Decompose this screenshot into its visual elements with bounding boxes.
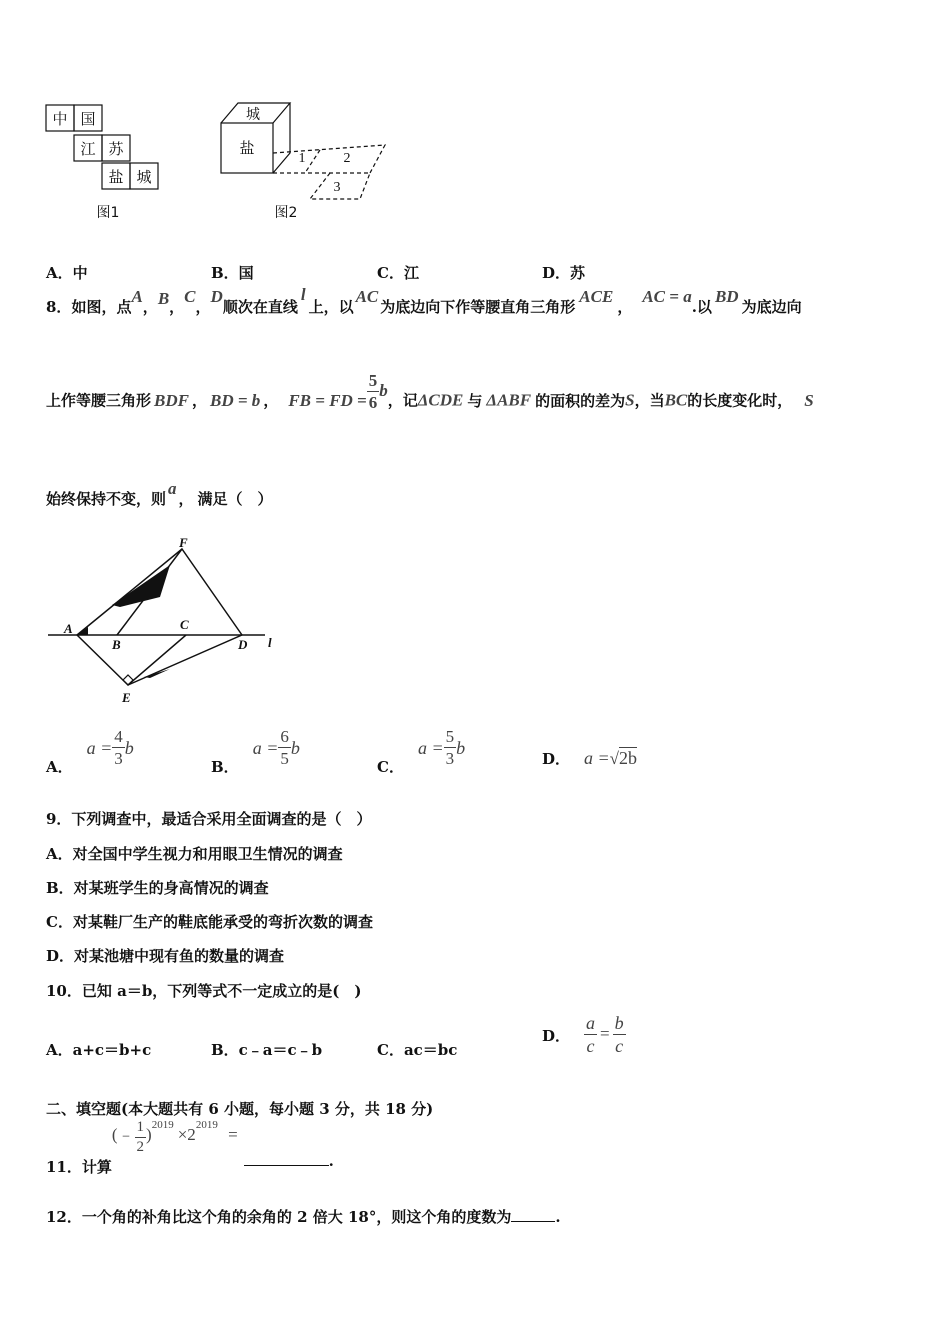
q7-option-d[interactable]: D．苏	[542, 264, 586, 282]
fraction-numerator: 1	[135, 1120, 147, 1138]
equals-sign: =	[600, 1024, 610, 1043]
q8-option-b[interactable]	[211, 722, 300, 776]
negative-paren: (﹣	[111, 1125, 135, 1144]
option-letter: C．	[377, 758, 404, 776]
q8-text: ，记	[387, 391, 418, 410]
fraction-denominator: 2	[136, 1139, 145, 1155]
comma: ，	[191, 391, 207, 410]
bd-var: BD	[714, 287, 739, 306]
s-var: S	[804, 390, 814, 410]
point-b-var: B	[157, 289, 170, 308]
bdf-var: BDF	[154, 390, 189, 410]
option-lhs: a =	[584, 748, 610, 768]
q9-option-b[interactable]: B．对某班学生的身高情况的调查	[46, 879, 269, 897]
line-l-var: l	[300, 285, 306, 304]
fraction-denominator: c	[615, 1036, 624, 1056]
ac-var: AC	[355, 287, 379, 306]
q8-text: 的长度变化时，	[687, 391, 793, 410]
q8-text: 与	[467, 391, 483, 410]
q8-text: .以	[691, 298, 712, 316]
fraction-5-6	[367, 372, 380, 411]
option-var: b	[124, 738, 134, 758]
exponent: 2019	[151, 1119, 174, 1131]
q8-text: 如图，点	[71, 298, 132, 316]
comma: ，	[617, 298, 633, 316]
shaded-region-bottom	[144, 669, 170, 678]
option-letter: A．	[46, 758, 73, 776]
option-lhs: a =	[417, 738, 444, 758]
equals-sign: =	[223, 1125, 238, 1144]
q9-option-d[interactable]: D．对某池塘中现有鱼的数量的调查	[46, 947, 285, 965]
cube-slot-1: 1	[298, 151, 306, 166]
net-cell-5: 盐	[108, 168, 124, 186]
q10-option-a[interactable]: A．a+c＝b+c	[46, 1041, 152, 1059]
fraction-denominator: 5	[280, 749, 289, 768]
q10-option-d[interactable]	[542, 1014, 626, 1055]
fraction-denominator: 6	[368, 393, 378, 412]
q8-text: 上，以	[308, 298, 354, 316]
q8-number: 8．	[46, 298, 72, 316]
option-letter: B．	[211, 758, 239, 776]
period: .	[328, 1152, 334, 1170]
q12	[46, 1206, 561, 1227]
q10-stem: 10．已知 a＝b，下列等式不一定成立的是( )	[46, 982, 362, 1000]
label-b: B	[112, 637, 121, 652]
q8-text: 为底边向下作等腰直角三角形	[380, 298, 576, 316]
q8-option-a[interactable]	[46, 722, 134, 776]
triangle-ace	[77, 635, 186, 685]
option-letter: D．	[542, 1027, 571, 1045]
comma: ，	[169, 298, 185, 316]
q8-text: ，当	[634, 391, 665, 410]
fraction-denominator: c	[586, 1036, 595, 1056]
option-lhs: a =	[252, 738, 279, 758]
q8-text: 始终保持不变，则	[46, 490, 167, 508]
bc-var: BC	[664, 390, 688, 410]
q11	[46, 1119, 334, 1176]
fb-fd-equation: FB = FD =	[288, 390, 367, 410]
q9-option-a[interactable]: A．对全国中学生视力和用眼卫生情况的调查	[46, 845, 343, 863]
figure-net-and-cube	[40, 95, 400, 230]
segment-ed	[128, 635, 242, 685]
q8-option-d[interactable]	[542, 748, 637, 769]
q12-text: 12．一个角的补角比这个角的余角的 2 倍大 18°，则这个角的度数为	[46, 1208, 512, 1226]
label-l: l	[268, 635, 272, 650]
close-paren: )	[146, 1125, 152, 1144]
q8-option-c[interactable]	[377, 722, 466, 776]
net-cell-3: 江	[80, 140, 96, 158]
bd-equation: BD = b	[210, 390, 261, 410]
shaded-region-top	[112, 565, 170, 607]
option-var: b	[290, 738, 300, 758]
q7-option-a[interactable]: A．中	[46, 264, 88, 282]
sqrt-symbol: √	[609, 749, 620, 768]
fraction-denominator: 3	[445, 749, 455, 768]
label-d: D	[238, 637, 248, 652]
q9-option-c[interactable]: C．对某鞋厂生产的鞋底能承受的弯折次数的调查	[46, 913, 373, 931]
label-e: E	[122, 690, 131, 705]
q8-text: 顺次在直线	[222, 298, 298, 316]
times-two: ×2	[177, 1125, 196, 1144]
option-letter: D．	[542, 750, 571, 768]
triangle-abf: ΔABF	[486, 390, 532, 410]
comma: ，	[195, 298, 211, 316]
s-var: S	[625, 390, 635, 410]
cube-slot-2: 2	[343, 151, 351, 166]
period: .	[555, 1208, 561, 1226]
radicand: 2b	[619, 748, 638, 768]
b-var: b	[379, 380, 388, 400]
segment-af	[77, 549, 182, 635]
point-d-var: D	[210, 287, 223, 306]
q8-line-3	[46, 479, 273, 509]
net-cell-4: 苏	[108, 140, 124, 158]
ac-equation: AC = a	[642, 287, 692, 306]
ace-var: ACE	[579, 287, 614, 306]
comma: ，	[178, 490, 194, 508]
q10-option-c[interactable]: C．ac＝bc	[377, 1041, 458, 1059]
triangle-cde: ΔCDE	[417, 390, 464, 410]
figure-caption-2: 图2	[274, 205, 298, 221]
net-cell-1: 中	[52, 110, 68, 128]
q10-option-b[interactable]: B．c﹣a＝c﹣b	[211, 1041, 323, 1059]
section-heading: 二、填空题(本大题共有 6 小题，每小题 3 分，共 18 分)	[46, 1100, 434, 1118]
q8-geometry-figure	[40, 535, 290, 710]
comma: ，	[142, 298, 158, 316]
cube-slot-3: 3	[333, 180, 341, 195]
net-cell-2: 国	[80, 110, 96, 128]
label-c: C	[180, 617, 189, 632]
q8-text: 满足（ ）	[197, 490, 273, 508]
net-cell-6: 城	[136, 168, 152, 186]
q8-line-1	[46, 285, 802, 336]
fraction-numerator: a	[586, 1013, 596, 1033]
fraction-numerator: 6	[280, 727, 289, 746]
fraction-numerator: b	[614, 1013, 624, 1033]
figure-caption-1: 图1	[96, 205, 120, 221]
q8-line-2	[46, 371, 814, 421]
q9-stem: 9．下列调查中，最适合采用全面调查的是（ ）	[46, 810, 372, 828]
q8-text: 的面积的差为	[535, 391, 626, 410]
fraction-numerator: 5	[445, 727, 455, 746]
a-var: a	[168, 479, 177, 498]
q11-answer-blank[interactable]	[244, 1165, 329, 1166]
fraction-denominator: 3	[114, 749, 123, 768]
option-lhs: a =	[86, 738, 113, 758]
cube-front-label: 盐	[239, 139, 255, 157]
cube-top-label: 城	[246, 107, 260, 123]
exponent: 2019	[195, 1119, 218, 1131]
q7-option-c[interactable]: C．江	[377, 264, 419, 282]
fraction-numerator: 4	[114, 727, 123, 746]
q8-text: 为底边向	[741, 298, 802, 316]
label-a: A	[64, 621, 73, 636]
q7-option-b[interactable]: B．国	[211, 264, 254, 282]
q8-text: 上作等腰三角形	[46, 391, 152, 410]
q12-answer-blank[interactable]	[511, 1221, 555, 1222]
point-c-var: C	[184, 287, 196, 306]
fraction-numerator: 5	[368, 371, 378, 390]
option-var: b	[456, 738, 466, 758]
label-f: F	[179, 535, 188, 550]
q11-lead: 11．计算	[46, 1158, 112, 1176]
comma: ，	[263, 391, 279, 410]
point-a-var: A	[131, 287, 143, 306]
